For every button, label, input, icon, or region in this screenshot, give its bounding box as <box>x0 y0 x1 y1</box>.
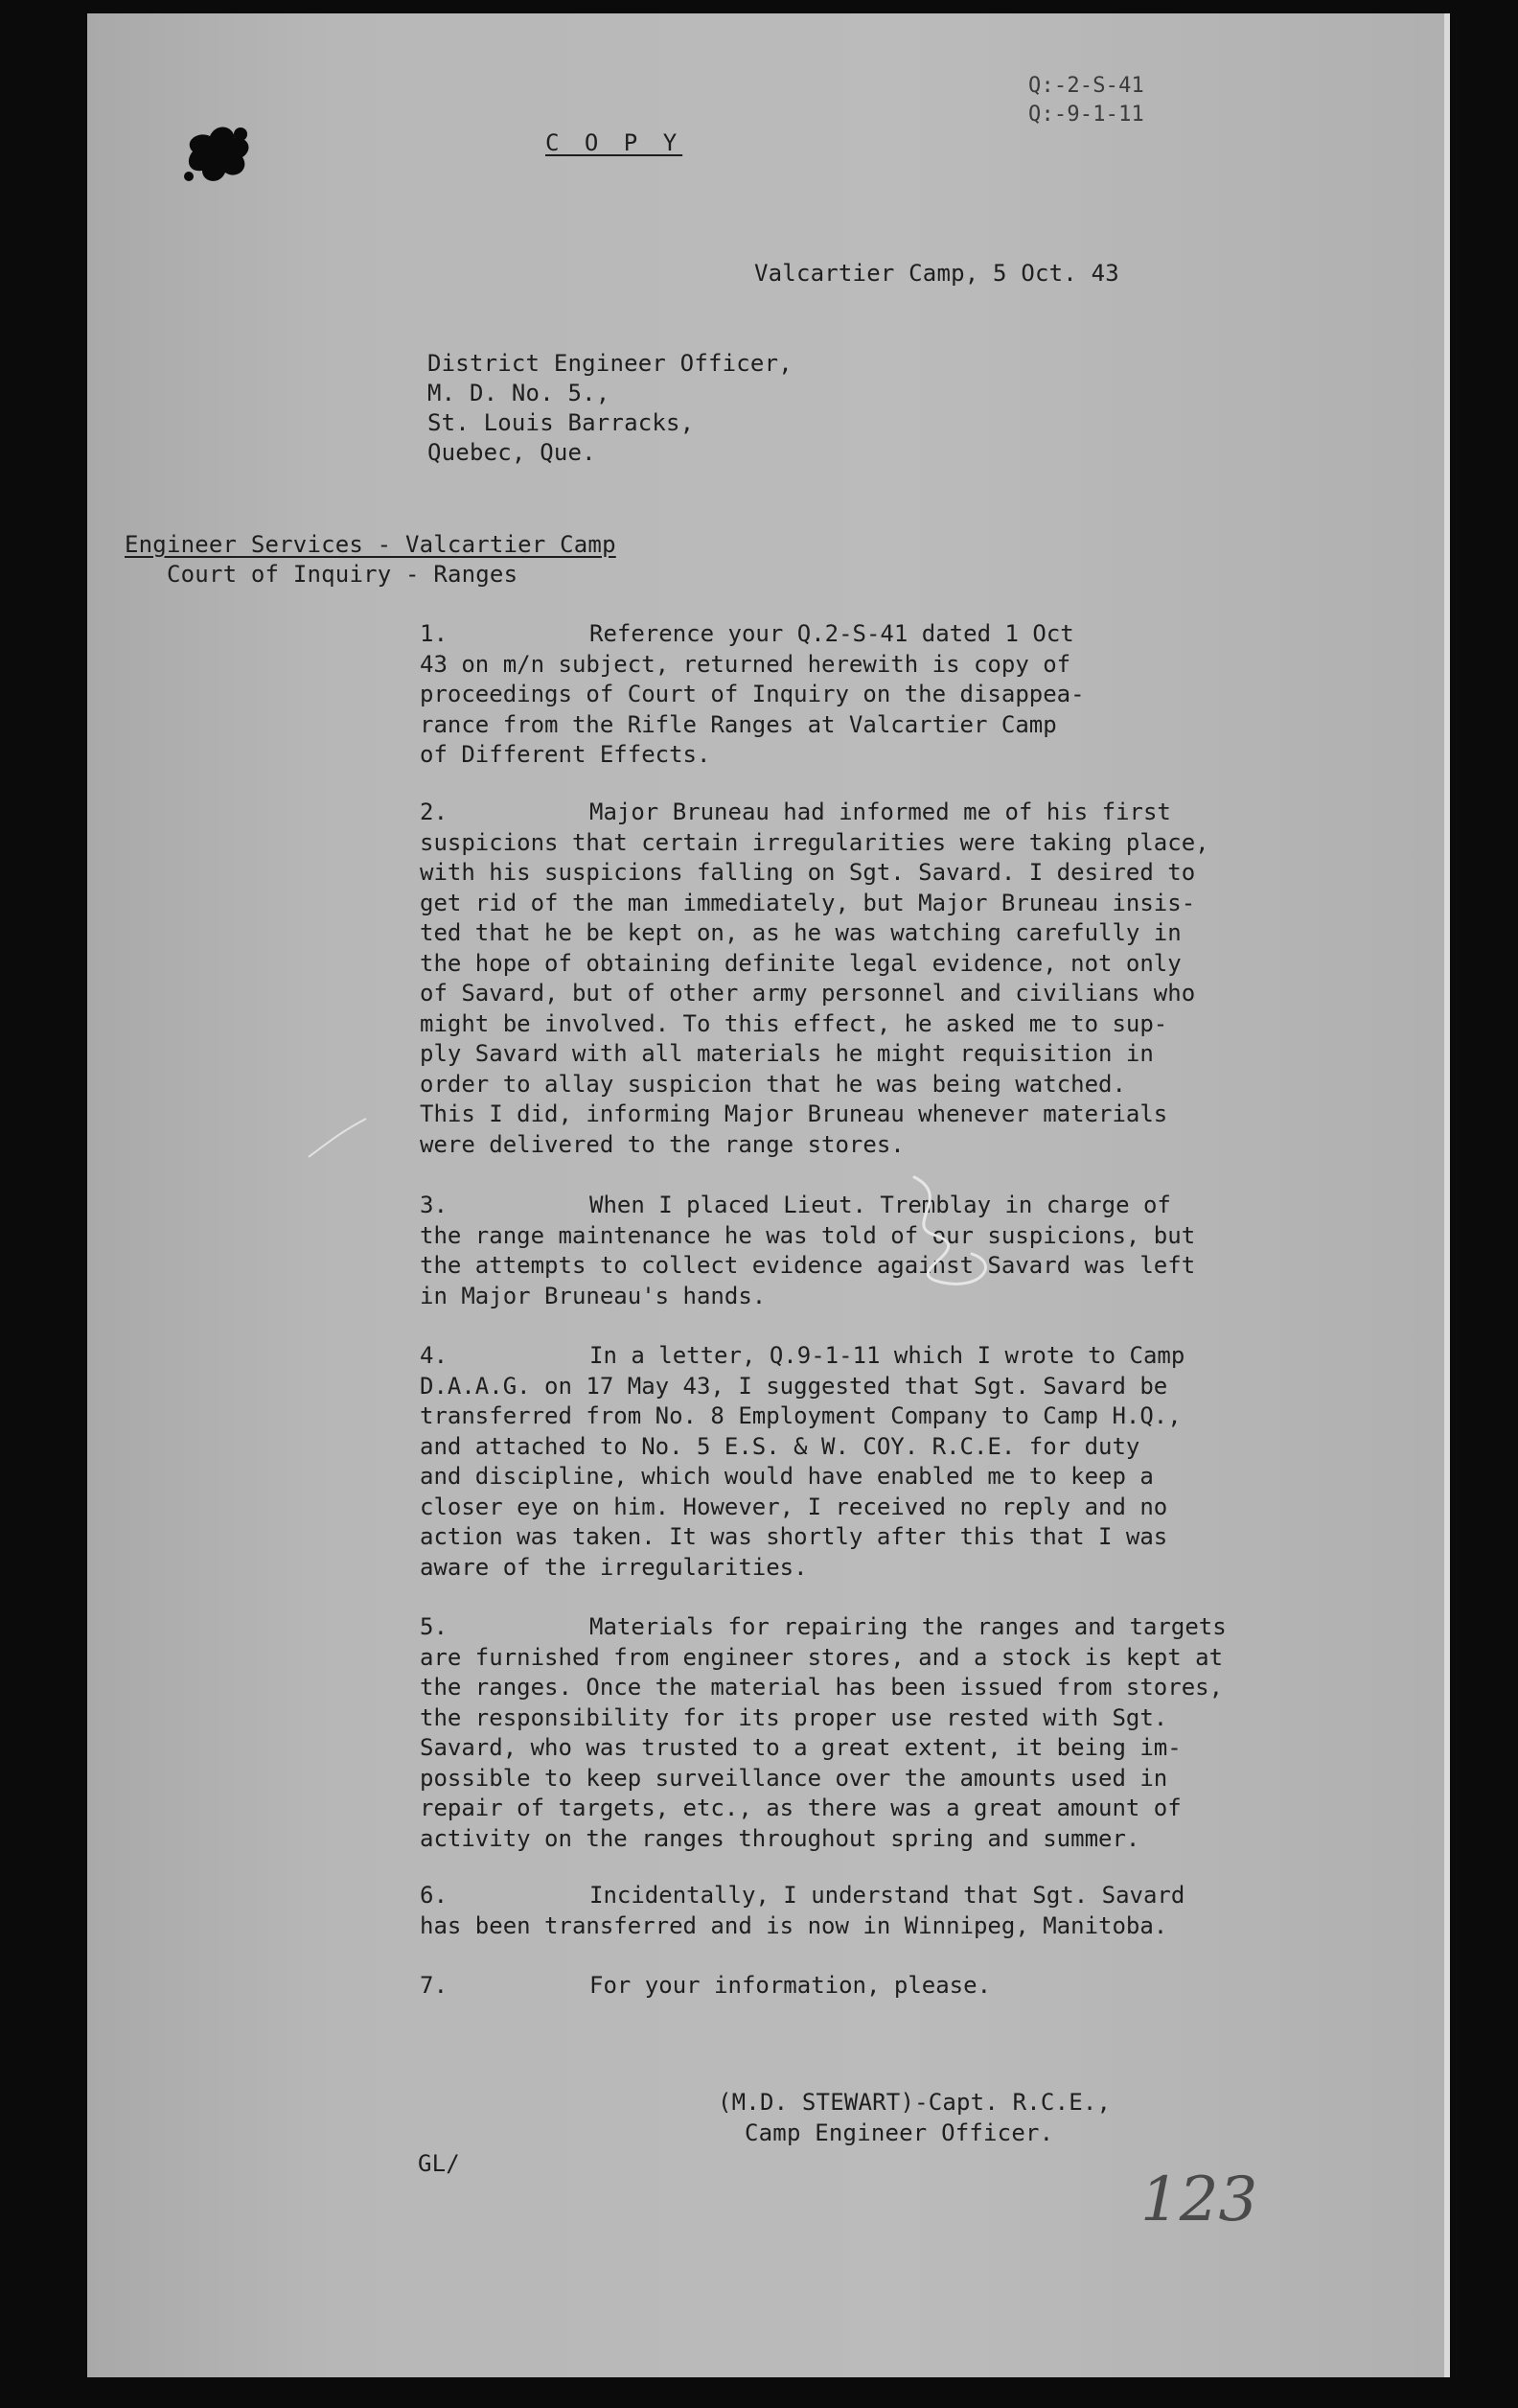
paragraph-4 <box>420 1341 1263 1583</box>
paragraph-4-line: transferred from No. 8 Employment Company to Camp H.Q., <box>420 1402 1182 1429</box>
paragraph-1 <box>420 619 1263 771</box>
paragraph-2-line: the hope of obtaining definite legal evidence, not only <box>420 949 1182 977</box>
paragraph-2-number: 2. <box>420 799 448 825</box>
paragraph-4-line: closer eye on him. However, I received no reply and no <box>420 1493 1168 1520</box>
handwritten-page-number: 123 <box>1140 2165 1258 2235</box>
paragraph-4-line: action was taken. It was shortly after this that I was <box>420 1523 1168 1550</box>
paragraph-2-line: were delivered to the range stores. <box>420 1130 905 1158</box>
paragraph-1-number: 1. <box>420 620 448 647</box>
file-ref-2: Q:-9-1-11 <box>1028 103 1145 127</box>
paragraph-3-number: 3. <box>420 1192 448 1218</box>
paragraph-1-line: 43 on m/n subject, returned herewith is copy of <box>420 650 1071 678</box>
addressee-line-3: St. Louis Barracks, <box>427 409 695 436</box>
faint-pencil-stroke <box>304 1114 371 1162</box>
paragraph-7 <box>420 1971 1263 2002</box>
paragraph-2-line: suspicions that certain irregularities were taking place, <box>420 828 1209 856</box>
paragraph-1-line: rance from the Rifle Ranges at Valcartier Camp <box>420 710 1057 738</box>
paragraph-5-line: Materials for repairing the ranges and targets <box>589 1613 1227 1640</box>
paragraph-5-line: are furnished from engineer stores, and a stock is kept at <box>420 1643 1224 1671</box>
file-ref-1: Q:-2-S-41 <box>1028 74 1145 98</box>
addressee-line-2: M. D. No. 5., <box>427 380 610 406</box>
paragraph-2-line: Major Bruneau had informed me of his first <box>589 799 1171 825</box>
paragraph-4-line: In a letter, Q.9-1-11 which I wrote to Camp <box>589 1342 1185 1369</box>
paragraph-2-line: ply Savard with all materials he might requisition in <box>420 1040 1154 1067</box>
paragraph-5-line: possible to keep surveillance over the amounts used in <box>420 1764 1168 1792</box>
paragraph-4-line: and attached to No. 5 E.S. & W. COY. R.C.E. for duty <box>420 1432 1140 1460</box>
paragraph-2 <box>420 798 1263 1160</box>
paragraph-5-line: activity on the ranges throughout spring and summer. <box>420 1824 1140 1852</box>
faint-handwritten-mark <box>876 1158 1020 1302</box>
paragraph-2-line: of Savard, but of other army personnel and civilians who <box>420 980 1196 1007</box>
paragraph-4-line: aware of the irregularities. <box>420 1553 808 1581</box>
paragraph-6 <box>420 1881 1263 1941</box>
place-date: Valcartier Camp, 5 Oct. 43 <box>754 260 1119 287</box>
paragraph-4-line: and discipline, which would have enabled me to keep a <box>420 1463 1154 1490</box>
copy-mark: C O P Y <box>545 129 683 156</box>
paragraph-6-line: has been transferred and is now in Winnipeg, Manitoba. <box>420 1911 1168 1939</box>
paragraph-7-number: 7. <box>420 1972 448 1999</box>
addressee-line-4: Quebec, Que. <box>427 439 596 466</box>
paragraph-1-line: Reference your Q.2-S-41 dated 1 Oct <box>589 620 1074 647</box>
paragraph-2-line: ted that he be kept on, as he was watching carefully in <box>420 919 1182 946</box>
paragraph-3-line: the range maintenance he was told of our suspicions, but <box>420 1221 1196 1249</box>
paragraph-4-line: D.A.A.G. on 17 May 43, I suggested that Sgt. Savard be <box>420 1372 1168 1400</box>
subject-line-2: Court of Inquiry - Ranges <box>167 561 518 588</box>
paragraph-5-line: repair of targets, etc., as there was a great amount of <box>420 1794 1182 1821</box>
subject-line-1: Engineer Services - Valcartier Camp <box>125 531 616 558</box>
paragraph-2-line: This I did, informing Major Bruneau whenever materials <box>420 1100 1168 1127</box>
ink-blot <box>173 113 260 199</box>
paragraph-1-line: proceedings of Court of Inquiry on the disappea- <box>420 681 1085 707</box>
paragraph-5-line: Savard, who was trusted to a great extent, it being im- <box>420 1734 1182 1761</box>
paragraph-3-line: the attempts to collect evidence against Savard was left <box>420 1252 1196 1279</box>
paragraph-2-line: with his suspicions falling on Sgt. Savard. I desired to <box>420 859 1196 886</box>
paragraph-5-line: the responsibility for its proper use rested with Sgt. <box>420 1703 1168 1731</box>
paragraph-4-number: 4. <box>420 1342 448 1369</box>
signature-line-2: Camp Engineer Officer. <box>745 2119 1054 2146</box>
paragraph-1-line: of Different Effects. <box>420 741 711 768</box>
paragraph-5 <box>420 1612 1263 1854</box>
paragraph-3-line: in Major Bruneau's hands. <box>420 1282 767 1309</box>
typist-initials: GL/ <box>418 2150 460 2177</box>
paragraph-3-line: When I placed Lieut. Tremblay in charge of <box>589 1192 1171 1218</box>
paragraph-3 <box>420 1191 1263 1311</box>
paragraph-2-line: might be involved. To this effect, he asked me to sup- <box>420 1009 1168 1037</box>
document-page <box>87 13 1450 2377</box>
paragraph-7-line: For your information, please. <box>589 1972 992 1999</box>
paragraph-2-line: order to allay suspicion that he was being watched. <box>420 1070 1126 1098</box>
addressee-line-1: District Engineer Officer, <box>427 350 793 377</box>
signature-line-1: (M.D. STEWART)-Capt. R.C.E., <box>718 2089 1112 2116</box>
paragraph-2-line: get rid of the man immediately, but Major Bruneau insis- <box>420 889 1196 916</box>
paragraph-5-line: the ranges. Once the material has been issued from stores, <box>420 1674 1224 1701</box>
paragraph-6-line: Incidentally, I understand that Sgt. Savard <box>589 1882 1185 1909</box>
paragraph-6-number: 6. <box>420 1882 448 1909</box>
paragraph-5-number: 5. <box>420 1613 448 1640</box>
